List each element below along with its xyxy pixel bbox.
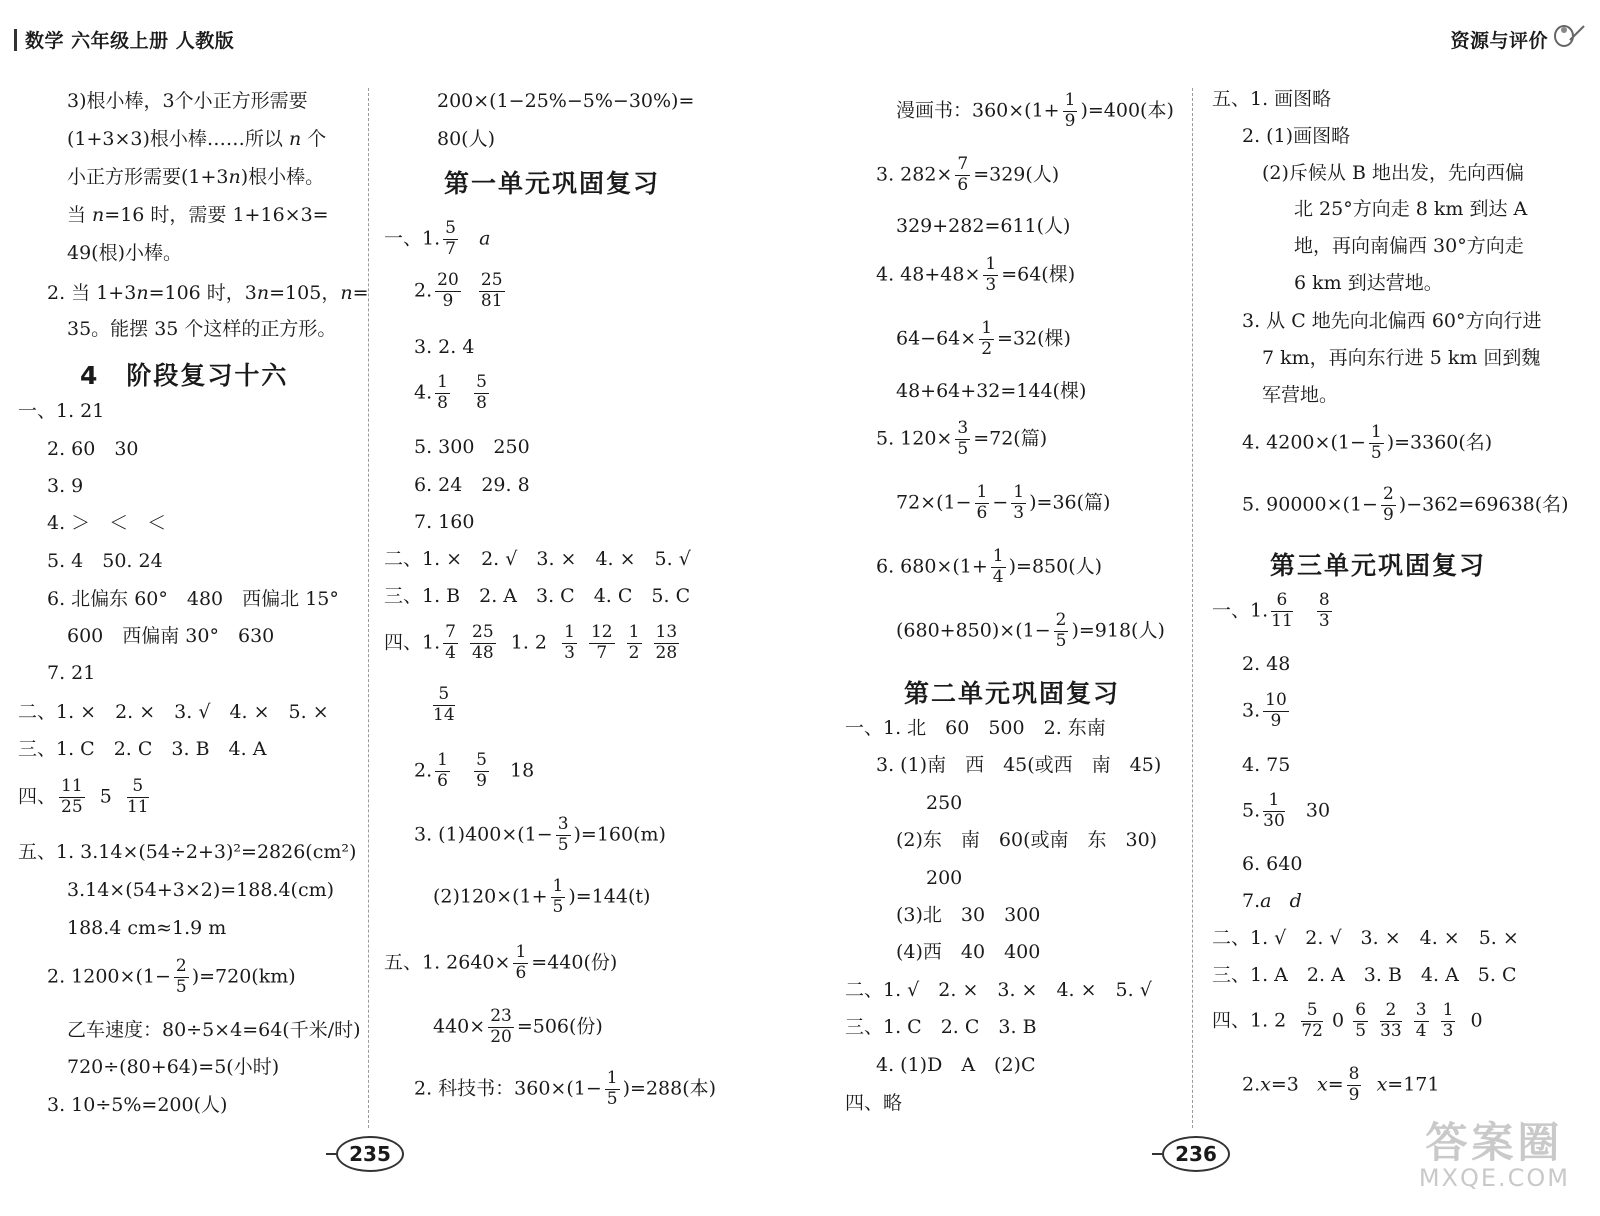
answer-line: 4. 48+48× $\frac{1}{3}$ =64(棵): [876, 254, 1076, 295]
answer-line: 200: [926, 867, 963, 889]
answer-line: 35。能摆 35 个这样的正方形。: [67, 318, 337, 340]
answer-line: 3. 282× $\frac{7}{6}$ =329(人): [876, 154, 1060, 195]
answer-line: (2)斥候从 B 地出发，先向西偏: [1262, 162, 1524, 184]
answer-line: 3.14×(54+3×2)=188.4(cm): [67, 879, 335, 901]
fraction: $\frac{1}{5}$: [552, 876, 564, 917]
answer-line: 80(人): [437, 128, 496, 150]
answer-line: 一、1. 北 60 500 2. 东南: [845, 717, 1106, 739]
answer-line: 4. 4200×(1− $\frac{1}{5}$ )=3360(名): [1242, 422, 1493, 463]
answer-line: 3. 2. 4: [414, 336, 475, 358]
answer-line: (3)北 30 300: [896, 904, 1041, 926]
answer-line: 二、1. √ 2. × 3. × 4. × 5. √: [845, 979, 1152, 1001]
answer-line: 地，再向南偏西 30°方向走: [1294, 235, 1524, 257]
answer-line: 三、1. A 2. A 3. B 4. A 5. C: [1212, 964, 1517, 986]
answer-line: 2. (1)画图略: [1242, 125, 1351, 147]
answer-line: 乙车速度：80÷5×4=64(千米/时): [67, 1019, 361, 1041]
answer-line: 五、1. 3.14×(54÷2+3)²=2826(cm²): [18, 841, 357, 863]
answer-line: 2. 48: [1242, 653, 1291, 675]
answer-line: 6. 680×(1+ $\frac{1}{4}$ )=850(人): [876, 546, 1103, 587]
answer-line: 3. 从 C 地先向北偏西 60°方向行进: [1242, 310, 1542, 332]
answer-line: 3. 10÷5%=200(人): [47, 1094, 228, 1116]
section-title: 第二单元巩固复习: [904, 679, 1121, 708]
answer-line: 3. 9: [47, 475, 84, 497]
answer-line: 440× $\frac{23}{20}$ =506(份): [433, 1006, 603, 1047]
page-number-left: 235: [336, 1136, 404, 1172]
answer-line: 3. (1)南 西 45(或西 南 45): [876, 754, 1162, 776]
fraction: $\frac{10}{9}$: [1265, 690, 1287, 731]
answer-line: 漫画书：360×(1+ $\frac{1}{9}$ )=400(本): [896, 90, 1174, 131]
fraction: $\frac{5}{72}$: [1301, 1000, 1323, 1041]
answer-line: 小正方形需要(1+3n)根小棒。: [67, 166, 325, 188]
answer-line: (2)东 南 60(或南 东 30): [896, 829, 1158, 851]
fraction: $\frac{1}{3}$: [564, 622, 575, 663]
fraction: $\frac{20}{9}$: [437, 270, 459, 311]
fraction: $\frac{2}{9}$: [1382, 484, 1394, 525]
fraction: $\frac{23}{20}$: [490, 1006, 512, 1047]
answer-line: 200×(1−25%−5%−30%)=: [437, 90, 695, 112]
column-divider: [368, 88, 369, 1128]
answer-line: 四、略: [845, 1092, 903, 1114]
section-title: 第一单元巩固复习: [444, 169, 661, 198]
answer-line: 188.4 cm≈1.9 m: [67, 917, 227, 939]
fraction: $\frac{1}{8}$: [437, 372, 448, 413]
answer-line: 三、1. C 2. C 3. B: [845, 1016, 1037, 1038]
fraction: $\frac{1}{9}$: [1064, 90, 1076, 131]
answer-line: 3)根小棒，3个小正方形需要: [67, 90, 308, 112]
answer-line: 5. 90000×(1− $\frac{2}{9}$ )−362=69638(名): [1242, 484, 1569, 525]
answer-line: (680+850)×(1− $\frac{2}{5}$ )=918(人): [896, 610, 1165, 651]
answer-line: 一、1. $\frac{6}{11}$ $\frac{8}{3}$: [1212, 590, 1330, 631]
answer-line: 一、1. $\frac{5}{7}$ a: [384, 218, 491, 259]
answer-line: 三、1. C 2. C 3. B 4. A: [18, 738, 267, 760]
answer-line: (1+3×3)根小棒……所以 n 个: [67, 128, 327, 150]
answer-line: 600 西偏南 30° 630: [67, 625, 275, 647]
fraction: $\frac{6}{11}$: [1271, 590, 1293, 631]
fraction: $\frac{5}{14}$: [433, 684, 455, 725]
answer-line: 72×(1− $\frac{1}{6}$ − $\frac{1}{3}$ )=36(篇): [896, 482, 1111, 523]
fraction: $\frac{1}{3}$: [985, 254, 997, 295]
answer-line: 北 25°方向走 8 km 到达 A: [1294, 198, 1528, 220]
answer-line: 7.a d: [1242, 890, 1302, 912]
fraction: $\frac{5}{7}$: [445, 218, 456, 259]
fraction: $\frac{1}{5}$: [606, 1068, 618, 1109]
answer-line: (4)西 40 400: [896, 941, 1041, 963]
watermark-url: MXQE.COM: [1418, 1164, 1570, 1192]
answer-line: 当 n=16 时，需要 1+16×3=: [67, 204, 329, 226]
answer-line: 三、1. B 2. A 3. C 4. C 5. C: [384, 585, 691, 607]
watermark-logo-text: 答案圈: [1425, 1118, 1564, 1167]
answer-line: 720÷(80+64)=5(小时): [67, 1056, 280, 1078]
answer-line: 7. 21: [47, 662, 96, 684]
fraction: $\frac{1}{2}$: [628, 622, 640, 663]
fraction: $\frac{1}{6}$: [976, 482, 988, 523]
fraction: $\frac{7}{4}$: [445, 622, 456, 663]
fraction: $\frac{6}{5}$: [1355, 1000, 1367, 1041]
fraction: $\frac{1}{30}$: [1263, 790, 1285, 831]
answer-line: 6 km 到达营地。: [1294, 272, 1443, 294]
answer-line: 五、1. 2640× $\frac{1}{6}$ =440(份): [384, 942, 618, 983]
answer-line: 2. 科技书：360×(1− $\frac{1}{5}$ )=288(本): [414, 1068, 717, 1109]
answer-line: 5. $\frac{1}{30}$ 30: [1242, 790, 1331, 831]
header-left-text: 数学 六年级上册 人教版: [25, 30, 235, 52]
answer-line: 二、1. × 2. √ 3. × 4. × 5. √: [384, 548, 691, 570]
answer-line: 4. ＞ ＜ ＜: [47, 512, 167, 534]
answer-line: 329+282=611(人): [896, 215, 1071, 237]
fraction: $\frac{1}{6}$: [437, 750, 448, 791]
fraction: $\frac{25}{81}$: [480, 270, 503, 311]
answer-line: 49(根)小棒。: [67, 242, 183, 264]
answer-line: 3. (1)400×(1− $\frac{3}{5}$ )=160(m): [414, 814, 666, 855]
answer-line: 2. 1200×(1− $\frac{2}{5}$ )=720(km): [47, 956, 296, 997]
fraction: $\frac{3}{4}$: [1415, 1000, 1427, 1041]
fraction: $\frac{2}{33}$: [1380, 1000, 1402, 1041]
mascot-icon: [1552, 20, 1586, 50]
answer-line: 五、1. 画图略: [1212, 88, 1332, 110]
fraction: $\frac{1}{3}$: [1442, 1000, 1454, 1041]
fraction: $\frac{1}{4}$: [992, 546, 1004, 587]
answer-line: 二、1. √ 2. √ 3. × 4. × 5. ×: [1212, 927, 1519, 949]
fraction: $\frac{12}{7}$: [590, 622, 613, 663]
answer-line: 48+64+32=144(棵): [896, 380, 1087, 402]
answer-line: 军营地。: [1262, 384, 1339, 406]
watermark: [1419, 1110, 1570, 1192]
section-title: 第三单元巩固复习: [1270, 551, 1487, 580]
fraction: $\frac{1}{3}$: [1013, 482, 1025, 523]
answer-line: 7 km，再向东行进 5 km 回到魏: [1262, 347, 1541, 369]
fraction: $\frac{8}{9}$: [1348, 1064, 1360, 1105]
fraction: $\frac{11}{25}$: [61, 776, 83, 817]
answer-line: 4. 75: [1242, 754, 1291, 776]
fraction: $\frac{1}{2}$: [981, 318, 993, 359]
column-divider: [1192, 88, 1193, 1128]
answer-line: 3. $\frac{10}{9}$: [1242, 690, 1287, 731]
answer-line: 四、 $\frac{11}{25}$ 5 $\frac{5}{11}$: [18, 776, 149, 817]
answer-line: 6. 24 29. 8: [414, 474, 530, 496]
header-subject: [14, 26, 234, 53]
fraction: $\frac{5}{8}$: [476, 372, 487, 413]
answer-line: 5. 300 250: [414, 436, 530, 458]
fraction: $\frac{1}{6}$: [515, 942, 527, 983]
answer-line: 64−64× $\frac{1}{2}$ =32(棵): [896, 318, 1071, 359]
answer-line: 2. $\frac{20}{9}$ $\frac{25}{81}$: [414, 270, 503, 311]
fraction: $\frac{7}{6}$: [957, 154, 969, 195]
answer-line: 二、1. × 2. × 3. √ 4. × 5. ×: [18, 701, 329, 723]
fraction: $\frac{25}{48}$: [472, 622, 494, 663]
answer-line: 2.x=3 x= $\frac{8}{9}$ x=171: [1242, 1064, 1440, 1105]
answer-line: 4. $\frac{1}{8}$ $\frac{5}{8}$: [414, 372, 487, 413]
section-title: 4 阶段复习十六: [80, 361, 289, 390]
answer-line: 2. $\frac{1}{6}$ $\frac{5}{9}$ 18: [414, 750, 535, 791]
fraction: $\frac{2}{5}$: [175, 956, 187, 997]
fraction: $\frac{1}{5}$: [1370, 422, 1382, 463]
answer-line: 2. 当 1+3n=106 时，3n=105，n=: [47, 282, 369, 304]
answer-line: 250: [926, 792, 963, 814]
answer-line: 5. 120× $\frac{3}{5}$ =72(篇): [876, 418, 1048, 459]
answer-line: [430, 686, 458, 725]
fraction: $\frac{5}{9}$: [476, 750, 487, 791]
fraction: $\frac{2}{5}$: [1055, 610, 1067, 651]
fraction: $\frac{8}{3}$: [1318, 590, 1330, 631]
answer-line: 7. 160: [414, 511, 475, 533]
answer-line: (2)120×(1+ $\frac{1}{5}$ )=144(t): [433, 876, 651, 917]
answer-line: 6. 640: [1242, 853, 1303, 875]
answer-line: 2. 60 30: [47, 438, 139, 460]
answer-line: 4. (1)D A (2)C: [876, 1054, 1036, 1076]
answer-line: 5. 4 50. 24: [47, 550, 163, 572]
page-number-right: 236: [1162, 1136, 1230, 1172]
header-series: 资源与评价: [1450, 30, 1548, 52]
answer-line: 四、1. $\frac{7}{4}$ $\frac{25}{48}$ 1. 2 $\frac{1}{3}$ $\frac{12}{7}$ $\frac{1}{2}$ $\frac{13}{28}$: [384, 622, 678, 663]
answer-line: 四、1. 2 $\frac{5}{72}$ 0 $\frac{6}{5}$ $\frac{2}{33}$ $\frac{3}{4}$ $\frac{1}{3}$ 0: [1212, 1000, 1483, 1041]
answer-line: 6. 北偏东 60° 480 西偏北 15°: [47, 588, 339, 610]
fraction: $\frac{3}{5}$: [557, 814, 569, 855]
fraction: $\frac{5}{11}$: [126, 776, 149, 817]
answer-line: 一、1. 21: [18, 400, 105, 422]
fraction: $\frac{13}{28}$: [655, 622, 678, 663]
fraction: $\frac{3}{5}$: [957, 418, 969, 459]
header-mark: [14, 29, 17, 51]
